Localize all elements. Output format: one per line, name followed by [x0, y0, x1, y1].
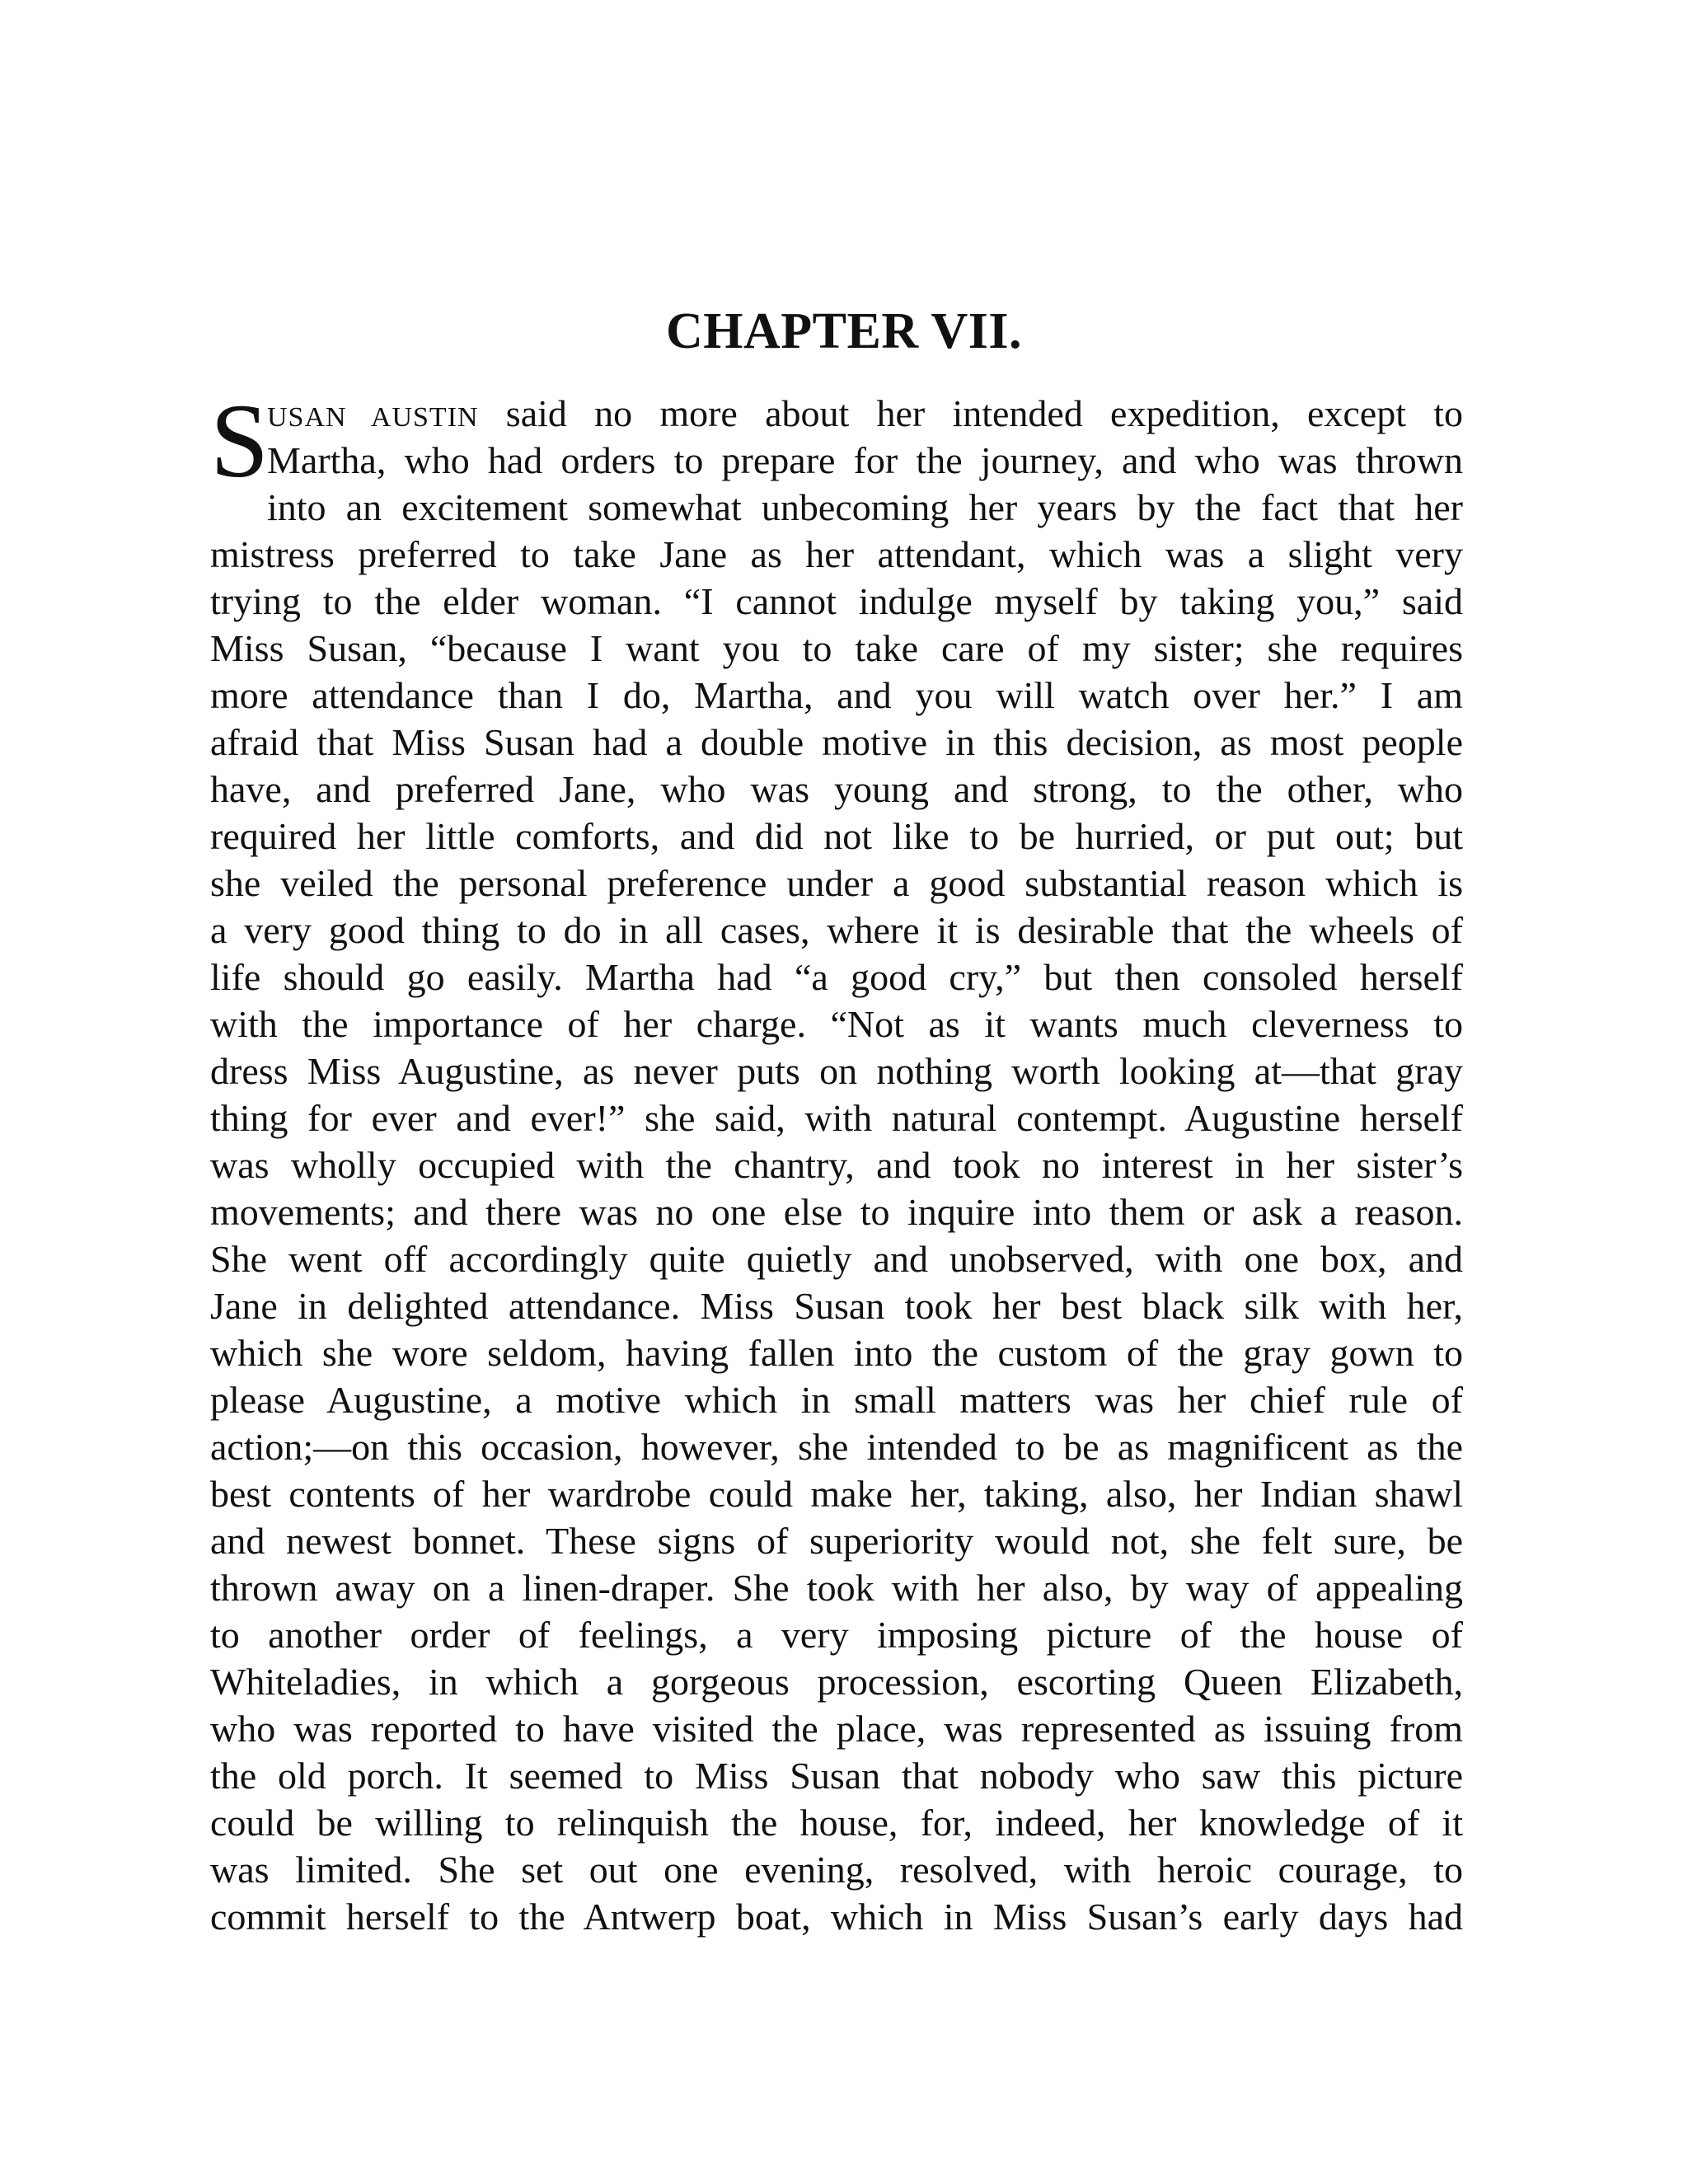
text-line-20: Jane in delighted attendance. Miss Susan took her best black silk with her,: [210, 1285, 1463, 1327]
text-line-30: the old porch. It seemed to Miss Susan that nobody who saw this picture: [210, 1755, 1463, 1797]
text-line-26: thrown away on a linen-draper. She took with her also, by way of appealing: [210, 1567, 1463, 1609]
text-line-33: commit herself to the Antwerp boat, which in Miss Susan’s early days had: [210, 1896, 1463, 1938]
text-line-28: Whiteladies, in which a gorgeous procession, escorting Queen Elizabeth,: [210, 1661, 1463, 1703]
text-line-9: have, and preferred Jane, who was young and strong, to the other, who: [210, 768, 1463, 810]
text-line-6: Miss Susan, “because I want you to take care of my sister; she requires: [210, 627, 1463, 669]
text-line-3: into an excitement somewhat unbecoming her years by the fact that her: [267, 486, 1463, 528]
text-line-24: best contents of her wardrobe could make her, taking, also, her Indian shawl: [210, 1473, 1463, 1515]
text-line-23: action;—on this occasion, however, she intended to be as magnificent as the: [210, 1426, 1463, 1468]
text-line-7: more attendance than I do, Martha, and you will watch over her.” I am: [210, 674, 1463, 716]
text-line-25: and newest bonnet. These signs of superiority would not, she felt sure, be: [210, 1520, 1463, 1562]
text-line-10: required her little comforts, and did not like to be hurried, or put out; but: [210, 815, 1463, 857]
text-line-14: with the importance of her charge. “Not as it wants much cleverness to: [210, 1003, 1463, 1045]
text-line-11: she veiled the personal preference under a good substantial reason which is: [210, 862, 1463, 904]
opening-smallcaps: USAN AUSTIN: [267, 402, 479, 433]
text-line-22: please Augustine, a motive which in small matters was her chief rule of: [210, 1379, 1463, 1421]
text-line-16: thing for ever and ever!” she said, with natural contempt. Augustine herself: [210, 1097, 1463, 1139]
text-line-13: life should go easily. Martha had “a good cry,” but then consoled herself: [210, 956, 1463, 998]
text-line-18: movements; and there was no one else to inquire into them or ask a reason.: [210, 1191, 1463, 1233]
text-line-29: who was reported to have visited the place, was represented as issuing from: [210, 1708, 1463, 1750]
text-line-21: which she wore seldom, having fallen into the custom of the gray gown to: [210, 1332, 1463, 1374]
text-line-8: afraid that Miss Susan had a double motive in this decision, as most people: [210, 721, 1463, 763]
text-line-1: [267, 390, 1463, 437]
text-line-17: was wholly occupied with the chantry, and took no interest in her sister’s: [210, 1144, 1463, 1186]
text-line-19: She went off accordingly quite quietly and unobserved, with one box, and: [210, 1238, 1463, 1280]
chapter-title: CHAPTER VII.: [665, 303, 1023, 359]
text-line-1-rest: said no more about her intended expedition, except to: [478, 392, 1463, 434]
drop-cap: S: [210, 382, 270, 499]
text-line-27: to another order of feelings, a very imposing picture of the house of: [210, 1614, 1463, 1656]
text-line-15: dress Miss Augustine, as never puts on nothing worth looking at—that gray: [210, 1050, 1463, 1092]
text-line-32: was limited. She set out one evening, resolved, with heroic courage, to: [210, 1849, 1463, 1891]
text-line-2: Martha, who had orders to prepare for the journey, and who was thrown: [267, 439, 1463, 481]
text-line-31: could be willing to relinquish the house, for, indeed, her knowledge of it: [210, 1802, 1463, 1844]
text-line-4: mistress preferred to take Jane as her attendant, which was a slight very: [210, 533, 1463, 575]
text-line-12: a very good thing to do in all cases, where it is desirable that the wheels of: [210, 909, 1463, 951]
text-line-5: trying to the elder woman. “I cannot indulge myself by taking you,” said: [210, 580, 1463, 622]
